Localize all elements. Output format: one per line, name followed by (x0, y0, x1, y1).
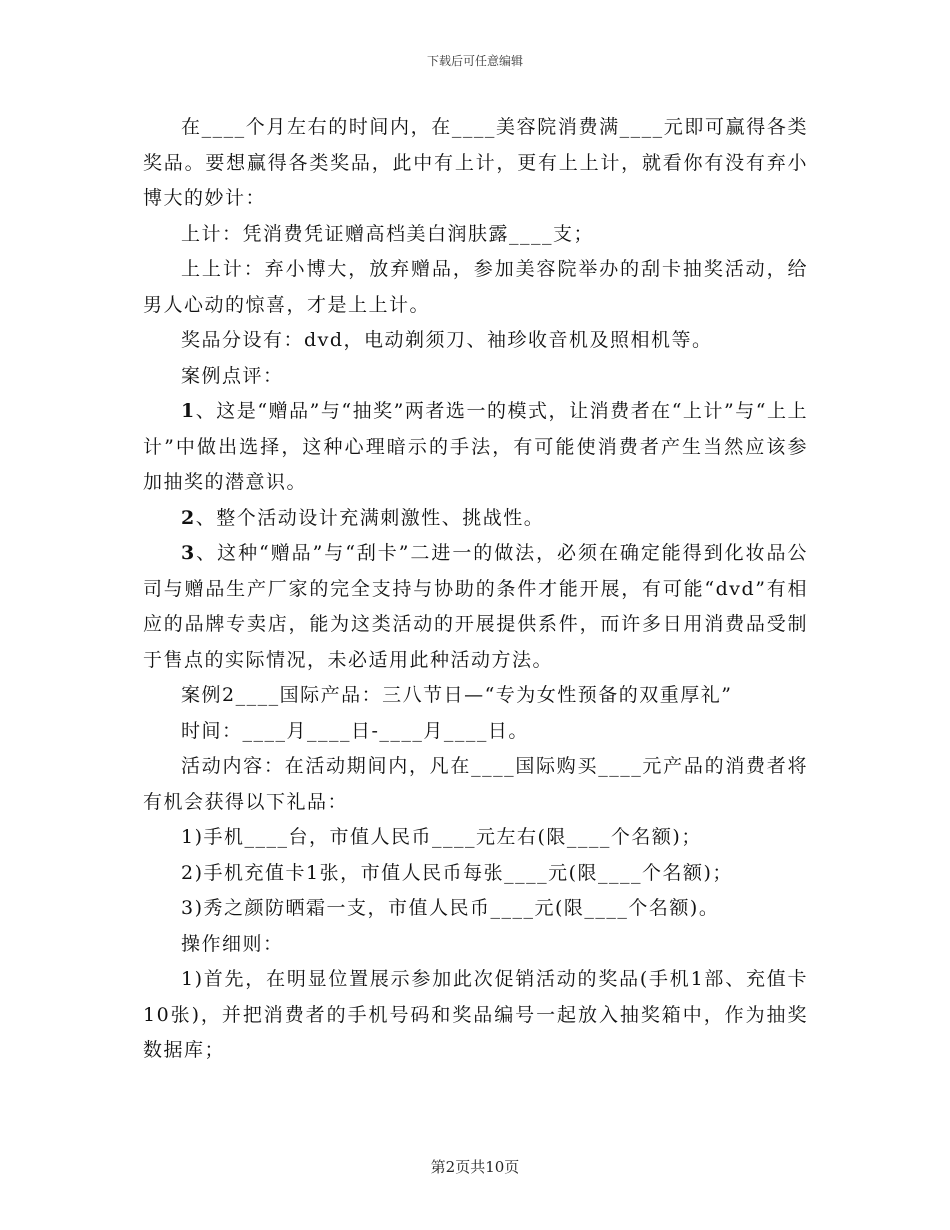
paragraph (143, 110, 808, 217)
paragraph-text: 奖品分设有：dvd，电动剃须刀、袖珍收音机及照相机等。 (181, 329, 713, 351)
paragraph-number: 1 (181, 400, 196, 422)
paragraph-text: 、整个活动设计充满刺激性、挑战性。 (195, 506, 545, 529)
paragraph (143, 217, 808, 253)
paragraph (143, 856, 808, 892)
paragraph (143, 820, 808, 856)
paragraph-text: 上上计：弃小博大，放弃赠品，参加美容院举办的刮卡抽奖活动，给男人心动的惊喜，才是上上计。 (143, 258, 808, 316)
paragraph (143, 359, 808, 395)
paragraph-text: 、这种“赠品”与“刮卡”二进一的做法，必须在确定能得到化妆品公司与赠品生产厂家的完全支持与协助的条件才能开展，有可能“dvd”有相应的品牌专卖店，能为这类活动的开展提供系件，而许多日用消费品受制于售点的实际情况，未必适用此种活动方法。 (143, 542, 808, 671)
paragraph-text: 案例点评： (181, 364, 284, 387)
paragraph (143, 891, 808, 927)
paragraph (143, 252, 808, 323)
paragraph-text: 案例2____国际产品：三八节日—“专为女性预备的双重厚礼” (181, 684, 733, 706)
paragraph-text: 3)秀之颜防晒霜一支，市值人民币____元(限____个名额)。 (181, 897, 720, 919)
paragraph (143, 678, 808, 714)
paragraph-text: 在____个月左右的时间内，在____美容院消费满____元即可赢得各类奖品。要想赢得各类奖品，此中有上计，更有上上计，就看你有没有弃小博大的妙计： (143, 116, 808, 209)
paragraph (143, 927, 808, 963)
paragraph-text: 、这是“赠品”与“抽奖”两者选一的模式，让消费者在“上计”与“上上计”中做出选择，这种心理暗示的手法，有可能使消费者产生当然应该参加抽奖的潜意识。 (143, 400, 808, 493)
paragraph (143, 323, 808, 359)
paragraph-text: 活动内容：在活动期间内，凡在____国际购买____元产品的消费者将有机会获得以下礼品： (143, 755, 808, 813)
paragraph-text: 时间：____月____日-____月____日。 (181, 719, 529, 742)
paragraph-text: 操作细则： (181, 932, 284, 955)
page-footer: 第2页共10页 (430, 1158, 520, 1176)
numbered-paragraph (143, 536, 808, 678)
paragraph-text: 2)手机充值卡1张，市值人民币每张____元(限____个名额)； (181, 861, 733, 884)
numbered-paragraph (143, 394, 808, 501)
page-header: 下载后可任意编辑 (426, 54, 523, 68)
paragraph-number: 2 (181, 506, 196, 529)
paragraph-text: 1)手机____台，市值人民币____元左右(限____个名额)； (181, 826, 702, 848)
paragraph (143, 714, 808, 750)
paragraph (143, 749, 808, 820)
paragraph (143, 962, 808, 1069)
numbered-paragraph (143, 501, 808, 537)
paragraph-text: 1)首先，在明显位置展示参加此次促销活动的奖品(手机1部、充值卡10张)，并把消费者的手机号码和奖品编号一起放入抽奖箱中，作为抽奖数据库； (143, 968, 808, 1061)
paragraph-text: 上计：凭消费凭证赠高档美白润肤露____支； (181, 222, 595, 245)
document-body (143, 110, 808, 1069)
paragraph-number: 3 (181, 542, 196, 564)
